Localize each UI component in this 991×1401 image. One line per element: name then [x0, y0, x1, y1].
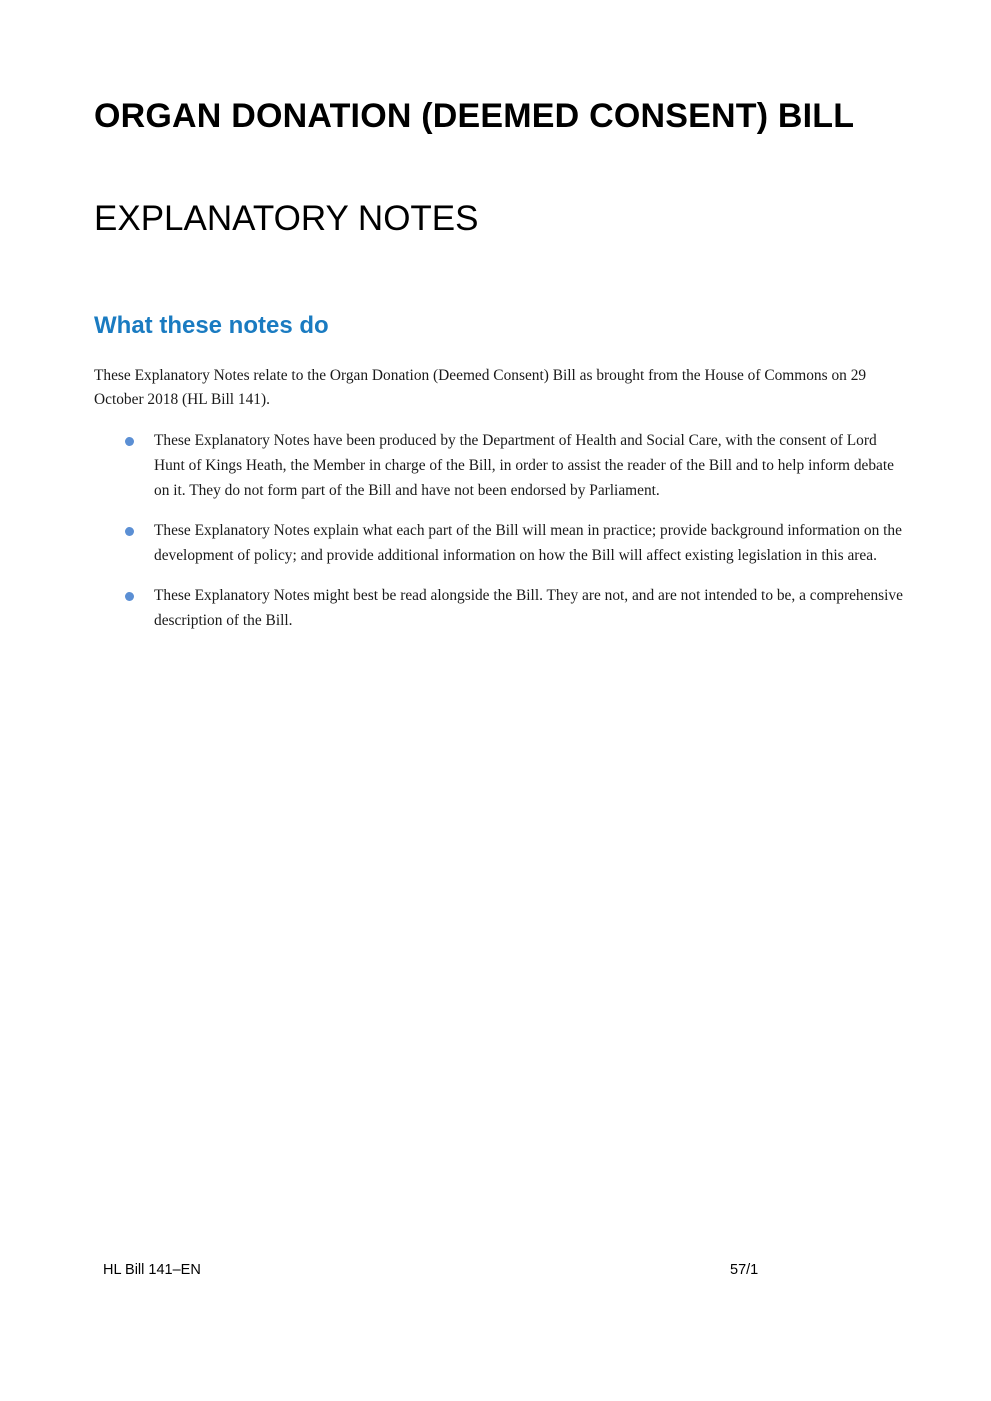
footer-page-code: 57/1: [730, 1262, 759, 1278]
bullet-list: [94, 428, 904, 648]
list-item: [94, 428, 904, 503]
document-title: ORGAN DONATION (DEEMED CONSENT) BILL: [94, 97, 855, 135]
document-subtitle: EXPLANATORY NOTES: [94, 199, 479, 238]
bullet-text: These Explanatory Notes have been produced by the Department of Health and Social Care, with the consent of Lord Hunt of Kings Heath, the Member in charge of the Bill, in order to assist the reader of the Bill and to help inform debate on it. They do not form part of the Bill and have not been endorsed by Parliament.: [154, 432, 894, 499]
bullet-text: These Explanatory Notes might best be read alongside the Bill. They are not, and are not intended to be, a comprehensive description of the Bill.: [154, 587, 903, 629]
bullet-dot-icon: [125, 437, 134, 446]
intro-paragraph: These Explanatory Notes relate to the Organ Donation (Deemed Consent) Bill as brought from the House of Commons on 29 October 2018 (HL Bill 141).: [94, 367, 867, 408]
bullet-dot-icon: [125, 592, 134, 601]
footer-reference: HL Bill 141–EN: [103, 1262, 201, 1278]
bullet-dot-icon: [125, 527, 134, 536]
list-item: [94, 583, 904, 633]
bullet-text: These Explanatory Notes explain what each part of the Bill will mean in practice; provide background information on the development of policy; and provide additional information on how the Bill will affect existing legislation in this area.: [154, 522, 902, 564]
list-item: [94, 518, 904, 568]
section-heading: What these notes do: [94, 312, 329, 339]
